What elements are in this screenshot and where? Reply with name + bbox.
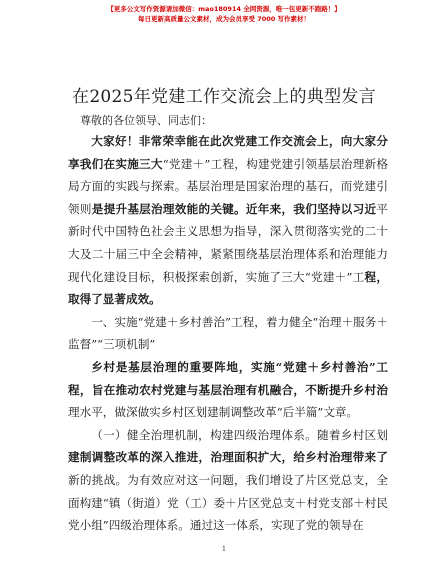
mechanism-text-3: 新的挑战。为有效应对这一问题，我们增设了片区党总支，全面构建“镇（街道）党（工）委＋片区党总支＋村党支部＋村民党小组”四级治理体系。通过这一体系，实现了党的领导在 (68, 472, 388, 533)
intro-text-2: “党建＋”工程，构建党建引领基层治理新格局方面的实践与探索。基层治理是国家治理的基石，而党建引领则 (68, 156, 388, 216)
intro-text-1: 大家好！非常荣幸能在此次党建工作交流会上，向大家分享我们在实施三大 (68, 134, 388, 171)
document-title: 在2025年党建工作交流会上的典型发言 (72, 87, 376, 107)
paragraph-mechanism (68, 424, 388, 537)
paragraph-intro (68, 130, 388, 311)
intro-text-4: 平新时代中国特色社会主义思想为指导，深入贯彻落实党的二十大及二十届三中全会精神，紧紧围绕基层治理体系和治理能力现代化建设目标，积极探索创新，实施了三大“党建＋”工 (68, 201, 388, 284)
greeting: 尊敬的各位领导、同志们： (80, 114, 212, 127)
section-heading-1: 一、实施“党建＋乡村善治”工程，着力健全“治理＋服务＋监督”“三项机制” (68, 314, 388, 352)
header-banner (0, 4, 448, 24)
document-body (68, 130, 388, 537)
page-number: 1 (221, 545, 227, 553)
intro-text-3: 是提升基层治理效能的关键。近年来，我们坚持以习近 (91, 201, 377, 216)
banner-line-1: 【更多公文写作资源请加微信：mao180914 全网资源，唯一包更新不跑路！】 (107, 5, 341, 13)
paragraph-village (68, 356, 388, 424)
banner-line-2: 每日更新高质量公文素材，成为会员享受 7000 写作素材！ (137, 15, 311, 23)
mechanism-text-2: 建制调整改革的深入推进，治理面积扩大，给乡村治理带来了 (68, 450, 388, 465)
intro-text-5: 程，取得了显著成效。 (68, 269, 388, 307)
village-text-2: 理水平，做深做实乡村区划建制调整改革“后半篇”文章。 (68, 405, 359, 420)
mechanism-text-1: （一）健全治理机制，构建四级治理体系。随着乡村区划 (91, 427, 388, 442)
village-text-1: 乡村是基层治理的重要阵地，实施“党建＋乡村善治”工程，旨在推动农村党建与基层治理有机融合，不断提升乡村治 (68, 359, 388, 397)
